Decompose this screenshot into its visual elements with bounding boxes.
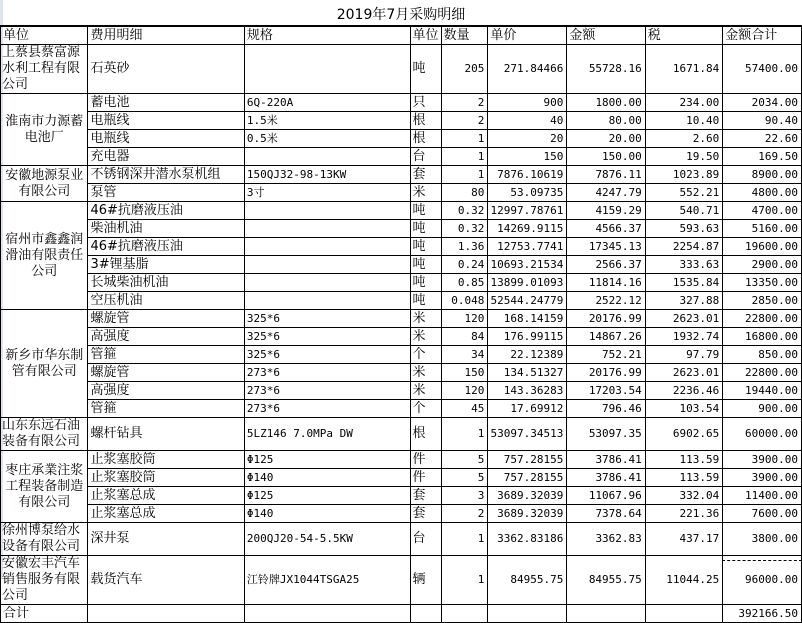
table-row	[1, 220, 802, 238]
tax-cell[interactable]: 2623.01	[645, 310, 722, 328]
qty-cell[interactable]: 1	[441, 418, 488, 451]
total-cell[interactable]: 22.60	[723, 130, 802, 148]
purchase-table	[0, 26, 802, 623]
total-cell[interactable]: 8900.00	[723, 166, 802, 184]
amount-cell[interactable]: 7876.11	[567, 166, 645, 184]
spec-cell[interactable]: 3寸	[244, 184, 410, 202]
price-cell[interactable]: 168.14159	[488, 310, 567, 328]
item-cell[interactable]: 止浆塞胶筒	[88, 451, 244, 469]
qty-cell[interactable]: 2	[441, 94, 488, 112]
price-cell[interactable]: 10693.21534	[488, 256, 567, 274]
tax-cell[interactable]: 540.71	[645, 202, 722, 220]
total-cell[interactable]: 4700.00	[723, 202, 802, 220]
price-cell[interactable]: 53.09735	[488, 184, 567, 202]
qty-cell[interactable]: 1	[441, 148, 488, 166]
item-cell[interactable]: 电瓶线	[88, 112, 244, 130]
item-cell[interactable]: 管箍	[88, 400, 244, 418]
amount-cell[interactable]: 3786.41	[567, 451, 645, 469]
unit-cell[interactable]: 件	[410, 451, 441, 469]
spec-cell[interactable]	[244, 45, 410, 94]
item-cell[interactable]: 高强度	[88, 382, 244, 400]
item-cell[interactable]: 电瓶线	[88, 130, 244, 148]
unit-cell[interactable]: 米	[410, 364, 441, 382]
table-row	[1, 238, 802, 256]
unit-cell[interactable]: 米	[410, 184, 441, 202]
price-cell[interactable]: 757.28155	[488, 469, 567, 487]
spec-cell[interactable]: 0.5米	[244, 130, 410, 148]
item-cell[interactable]: 不锈钢深井潜水泵机组	[88, 166, 244, 184]
item-cell[interactable]: 泵管	[88, 184, 244, 202]
tax-cell[interactable]: 333.63	[645, 256, 722, 274]
empty-cell[interactable]	[88, 605, 244, 623]
table-row	[1, 148, 802, 166]
table-row	[1, 274, 802, 292]
item-cell[interactable]: 石英砂	[88, 45, 244, 94]
company-cell[interactable]: 山东东远石油装备有限公司	[1, 418, 88, 451]
company-cell[interactable]: 宿州市鑫鑫润滑油有限责任公司	[1, 202, 88, 310]
amount-cell[interactable]: 796.46	[567, 400, 645, 418]
unit-cell[interactable]: 台	[410, 148, 441, 166]
item-cell[interactable]: 深井泵	[88, 523, 244, 556]
total-cell[interactable]: 11400.00	[723, 487, 802, 505]
tax-cell[interactable]: 6902.65	[645, 418, 722, 451]
price-cell[interactable]: 3689.32039	[488, 487, 567, 505]
tax-cell[interactable]: 327.88	[645, 292, 722, 310]
tax-cell[interactable]: 97.79	[645, 346, 722, 364]
price-cell[interactable]: 143.36283	[488, 382, 567, 400]
company-cell[interactable]: 徐州博泵给水设备有限公司	[1, 523, 88, 556]
total-cell[interactable]: 4800.00	[723, 184, 802, 202]
unit-cell[interactable]: 件	[410, 469, 441, 487]
spec-cell[interactable]	[244, 220, 410, 238]
price-cell[interactable]: 3362.83186	[488, 523, 567, 556]
total-cell[interactable]: 22800.00	[723, 364, 802, 382]
empty-cell[interactable]	[441, 605, 488, 623]
price-cell[interactable]: 3689.32039	[488, 505, 567, 523]
tax-cell[interactable]: 103.54	[645, 400, 722, 418]
qty-cell[interactable]: 2	[441, 505, 488, 523]
unit-cell[interactable]: 只	[410, 94, 441, 112]
qty-cell[interactable]: 0.24	[441, 256, 488, 274]
table-row	[1, 487, 802, 505]
spec-cell[interactable]: 273*6	[244, 364, 410, 382]
unit-cell[interactable]: 台	[410, 523, 441, 556]
price-cell[interactable]: 84955.75	[488, 556, 567, 605]
spec-cell[interactable]	[244, 292, 410, 310]
qty-cell[interactable]: 0.048	[441, 292, 488, 310]
total-label[interactable]: 合计	[1, 605, 88, 623]
tax-cell[interactable]: 332.04	[645, 487, 722, 505]
table-row	[1, 166, 802, 184]
total-cell[interactable]: 22800.00	[723, 310, 802, 328]
qty-cell[interactable]: 0.85	[441, 274, 488, 292]
qty-cell[interactable]: 1.36	[441, 238, 488, 256]
table-row	[1, 256, 802, 274]
header-tax[interactable]: 税	[645, 27, 722, 45]
qty-cell[interactable]: 34	[441, 346, 488, 364]
total-cell[interactable]: 57400.00	[723, 45, 802, 94]
amount-cell[interactable]: 53097.35	[567, 418, 645, 451]
empty-cell[interactable]	[645, 605, 722, 623]
table-row	[1, 112, 802, 130]
amount-cell[interactable]: 2566.37	[567, 256, 645, 274]
table-row	[1, 556, 802, 605]
total-cell[interactable]: 60000.00	[723, 418, 802, 451]
qty-cell[interactable]: 80	[441, 184, 488, 202]
price-cell[interactable]: 13899.01093	[488, 274, 567, 292]
table-row	[1, 328, 802, 346]
total-cell[interactable]: 90.40	[723, 112, 802, 130]
price-cell[interactable]: 12753.7741	[488, 238, 567, 256]
price-cell[interactable]: 14269.9115	[488, 220, 567, 238]
spec-cell[interactable]: Φ125	[244, 451, 410, 469]
item-cell[interactable]: 46#抗磨液压油	[88, 202, 244, 220]
selection-marquee	[722, 560, 802, 563]
price-cell[interactable]: 150	[488, 148, 567, 166]
amount-cell[interactable]: 7378.64	[567, 505, 645, 523]
spec-cell[interactable]: Φ125	[244, 487, 410, 505]
qty-cell[interactable]: 84	[441, 328, 488, 346]
item-cell[interactable]: 载货汽车	[88, 556, 244, 605]
spec-cell[interactable]: 325*6	[244, 310, 410, 328]
table-row	[1, 94, 802, 112]
unit-cell[interactable]: 吨	[410, 292, 441, 310]
spec-cell[interactable]	[244, 202, 410, 220]
spec-cell[interactable]: 200QJ20-54-5.5KW	[244, 523, 410, 556]
qty-cell[interactable]: 1	[441, 556, 488, 605]
unit-cell[interactable]: 套	[410, 487, 441, 505]
amount-cell[interactable]: 4159.29	[567, 202, 645, 220]
amount-cell[interactable]: 11814.16	[567, 274, 645, 292]
price-cell[interactable]: 53097.34513	[488, 418, 567, 451]
table-row	[1, 505, 802, 523]
header-spec[interactable]: 规格	[244, 27, 410, 45]
header-total[interactable]: 金额合计	[723, 27, 802, 45]
tax-cell[interactable]: 2254.87	[645, 238, 722, 256]
spec-cell[interactable]: Φ140	[244, 469, 410, 487]
total-cell[interactable]: 16800.00	[723, 328, 802, 346]
amount-cell[interactable]: 17345.13	[567, 238, 645, 256]
tax-cell[interactable]: 221.36	[645, 505, 722, 523]
tax-cell[interactable]: 234.00	[645, 94, 722, 112]
price-cell[interactable]: 757.28155	[488, 451, 567, 469]
spec-cell[interactable]: 150QJ32-98-13KW	[244, 166, 410, 184]
table-row	[1, 45, 802, 94]
price-cell[interactable]: 176.99115	[488, 328, 567, 346]
spec-cell[interactable]: Φ140	[244, 505, 410, 523]
tax-cell[interactable]: 113.59	[645, 451, 722, 469]
spec-cell[interactable]	[244, 274, 410, 292]
empty-cell[interactable]	[567, 605, 645, 623]
tax-cell[interactable]: 19.50	[645, 148, 722, 166]
tax-cell[interactable]: 2.60	[645, 130, 722, 148]
company-cell[interactable]: 新乡市华东制管有限公司	[1, 310, 88, 418]
company-cell[interactable]: 淮南市力源蓄电池厂	[1, 94, 88, 166]
spec-cell[interactable]: 325*6	[244, 346, 410, 364]
company-cell[interactable]: 上蔡县蔡富源水利工程有限公司	[1, 45, 88, 94]
company-cell[interactable]: 安徽宏丰汽车销售服务有限公司	[1, 556, 88, 605]
amount-cell[interactable]: 2522.12	[567, 292, 645, 310]
table-row	[1, 418, 802, 451]
table-row	[1, 364, 802, 382]
total-cell[interactable]: 850.00	[723, 346, 802, 364]
qty-cell[interactable]: 1	[441, 523, 488, 556]
spec-cell[interactable]: 江铃牌JX1044TSGA25	[244, 556, 410, 605]
unit-cell[interactable]: 辆	[410, 556, 441, 605]
spec-cell[interactable]	[244, 148, 410, 166]
total-cell[interactable]: 2034.00	[723, 94, 802, 112]
tax-cell[interactable]: 11044.25	[645, 556, 722, 605]
item-cell[interactable]: 蓄电池	[88, 94, 244, 112]
amount-cell[interactable]: 20176.99	[567, 310, 645, 328]
item-cell[interactable]: 46#抗磨液压油	[88, 238, 244, 256]
unit-cell[interactable]: 吨	[410, 220, 441, 238]
item-cell[interactable]: 空压机油	[88, 292, 244, 310]
item-cell[interactable]: 止浆塞胶筒	[88, 469, 244, 487]
table-row	[1, 346, 802, 364]
price-cell[interactable]: 52544.24779	[488, 292, 567, 310]
header-qty[interactable]: 数量	[441, 27, 488, 45]
spec-cell[interactable]: 5LZ146 7.0MPa DW	[244, 418, 410, 451]
title-band	[0, 0, 802, 26]
qty-cell[interactable]: 3	[441, 487, 488, 505]
unit-cell[interactable]: 根	[410, 130, 441, 148]
price-cell[interactable]: 20	[488, 130, 567, 148]
header-row	[1, 27, 802, 45]
total-cell[interactable]: 7600.00	[723, 505, 802, 523]
tax-cell[interactable]: 113.59	[645, 469, 722, 487]
item-cell[interactable]: 止浆塞总成	[88, 487, 244, 505]
qty-cell[interactable]: 120	[441, 310, 488, 328]
item-cell[interactable]: 螺旋管	[88, 310, 244, 328]
total-cell[interactable]: 3900.00	[723, 469, 802, 487]
price-cell[interactable]: 134.51327	[488, 364, 567, 382]
unit-cell[interactable]: 套	[410, 166, 441, 184]
total-cell[interactable]: 2900.00	[723, 256, 802, 274]
table-row	[1, 292, 802, 310]
header-item[interactable]: 费用明细	[88, 27, 244, 45]
unit-cell[interactable]: 米	[410, 382, 441, 400]
qty-cell[interactable]: 205	[441, 45, 488, 94]
amount-cell[interactable]: 150.00	[567, 148, 645, 166]
amount-cell[interactable]: 4566.37	[567, 220, 645, 238]
amount-cell[interactable]: 80.00	[567, 112, 645, 130]
amount-cell[interactable]: 3786.41	[567, 469, 645, 487]
spec-cell[interactable]: 1.5米	[244, 112, 410, 130]
unit-cell[interactable]: 个	[410, 346, 441, 364]
sheet-title: 2019年7月采购明细	[336, 7, 466, 23]
total-cell[interactable]: 19440.00	[723, 382, 802, 400]
header-unit[interactable]: 单位	[410, 27, 441, 45]
total-cell[interactable]: 169.50	[723, 148, 802, 166]
qty-cell[interactable]: 5	[441, 469, 488, 487]
price-cell[interactable]: 7876.10619	[488, 166, 567, 184]
spec-cell[interactable]: 325*6	[244, 328, 410, 346]
spec-cell[interactable]: 6Q-220A	[244, 94, 410, 112]
spec-cell[interactable]	[244, 238, 410, 256]
item-cell[interactable]: 柴油机油	[88, 220, 244, 238]
item-cell[interactable]: 止浆塞总成	[88, 505, 244, 523]
grand-total-cell[interactable]: 392166.50	[723, 605, 802, 623]
price-cell[interactable]: 12997.78761	[488, 202, 567, 220]
qty-cell[interactable]: 2	[441, 112, 488, 130]
unit-cell[interactable]: 米	[410, 310, 441, 328]
tax-cell[interactable]: 552.21	[645, 184, 722, 202]
amount-cell[interactable]: 17203.54	[567, 382, 645, 400]
qty-cell[interactable]: 120	[441, 382, 488, 400]
unit-cell[interactable]: 米	[410, 328, 441, 346]
header-amount[interactable]: 金额	[567, 27, 645, 45]
unit-cell[interactable]: 吨	[410, 45, 441, 94]
total-cell[interactable]: 13350.00	[723, 274, 802, 292]
item-cell[interactable]: 螺旋管	[88, 364, 244, 382]
table-row	[1, 451, 802, 469]
unit-cell[interactable]: 吨	[410, 274, 441, 292]
table-row	[1, 202, 802, 220]
item-cell[interactable]: 螺杆钻具	[88, 418, 244, 451]
table-row	[1, 382, 802, 400]
unit-cell[interactable]: 根	[410, 112, 441, 130]
empty-cell[interactable]	[244, 605, 410, 623]
amount-cell[interactable]: 84955.75	[567, 556, 645, 605]
table-row	[1, 400, 802, 418]
unit-cell[interactable]: 吨	[410, 238, 441, 256]
amount-cell[interactable]: 20.00	[567, 130, 645, 148]
price-cell[interactable]: 40	[488, 112, 567, 130]
tax-cell[interactable]: 1023.89	[645, 166, 722, 184]
qty-cell[interactable]: 5	[441, 451, 488, 469]
total-cell[interactable]: 900.00	[723, 400, 802, 418]
total-cell[interactable]: 5160.00	[723, 220, 802, 238]
item-cell[interactable]: 高强度	[88, 328, 244, 346]
spec-cell[interactable]	[244, 256, 410, 274]
qty-cell[interactable]: 0.32	[441, 202, 488, 220]
total-row	[1, 605, 802, 623]
unit-cell[interactable]: 个	[410, 400, 441, 418]
table-row	[1, 469, 802, 487]
qty-cell[interactable]: 1	[441, 130, 488, 148]
item-cell[interactable]: 充电器	[88, 148, 244, 166]
qty-cell[interactable]: 1	[441, 166, 488, 184]
amount-cell[interactable]: 20176.99	[567, 364, 645, 382]
tax-cell[interactable]: 1535.84	[645, 274, 722, 292]
amount-cell[interactable]: 11067.96	[567, 487, 645, 505]
table-row	[1, 184, 802, 202]
total-cell[interactable]: 96000.00	[723, 556, 802, 605]
tax-cell[interactable]: 593.63	[645, 220, 722, 238]
price-cell[interactable]: 900	[488, 94, 567, 112]
unit-cell[interactable]: 吨	[410, 202, 441, 220]
unit-cell[interactable]: 套	[410, 505, 441, 523]
empty-cell[interactable]	[410, 605, 441, 623]
table-row	[1, 130, 802, 148]
price-cell[interactable]: 271.84466	[488, 45, 567, 94]
total-cell[interactable]: 3800.00	[723, 523, 802, 556]
tax-cell[interactable]: 2236.46	[645, 382, 722, 400]
item-cell[interactable]: 管箍	[88, 346, 244, 364]
price-cell[interactable]: 17.69912	[488, 400, 567, 418]
header-price[interactable]: 单价	[488, 27, 567, 45]
amount-cell[interactable]: 3362.83	[567, 523, 645, 556]
amount-cell[interactable]: 4247.79	[567, 184, 645, 202]
amount-cell[interactable]: 752.21	[567, 346, 645, 364]
qty-cell[interactable]: 45	[441, 400, 488, 418]
company-cell[interactable]: 安徽地源泵业有限公司	[1, 166, 88, 202]
header-company[interactable]: 单位	[1, 27, 88, 45]
unit-cell[interactable]: 吨	[410, 256, 441, 274]
company-cell[interactable]: 枣庄承業注浆工程装备制造有限公司	[1, 451, 88, 523]
tax-cell[interactable]: 2623.01	[645, 364, 722, 382]
tax-cell[interactable]: 10.40	[645, 112, 722, 130]
table-row	[1, 310, 802, 328]
spec-cell[interactable]: 273*6	[244, 382, 410, 400]
spec-cell[interactable]: 273*6	[244, 400, 410, 418]
table-row	[1, 523, 802, 556]
amount-cell[interactable]: 14867.26	[567, 328, 645, 346]
tax-cell[interactable]: 437.17	[645, 523, 722, 556]
qty-cell[interactable]: 150	[441, 364, 488, 382]
empty-cell[interactable]	[488, 605, 567, 623]
amount-cell[interactable]: 1800.00	[567, 94, 645, 112]
total-cell[interactable]: 19600.00	[723, 238, 802, 256]
tax-cell[interactable]: 1932.74	[645, 328, 722, 346]
qty-cell[interactable]: 0.32	[441, 220, 488, 238]
total-cell[interactable]: 2850.00	[723, 292, 802, 310]
price-cell[interactable]: 22.12389	[488, 346, 567, 364]
item-cell[interactable]: 3#锂基脂	[88, 256, 244, 274]
item-cell[interactable]: 长城柴油机油	[88, 274, 244, 292]
total-cell[interactable]: 3900.00	[723, 451, 802, 469]
unit-cell[interactable]: 根	[410, 418, 441, 451]
amount-cell[interactable]: 55728.16	[567, 45, 645, 94]
tax-cell[interactable]: 1671.84	[645, 45, 722, 94]
